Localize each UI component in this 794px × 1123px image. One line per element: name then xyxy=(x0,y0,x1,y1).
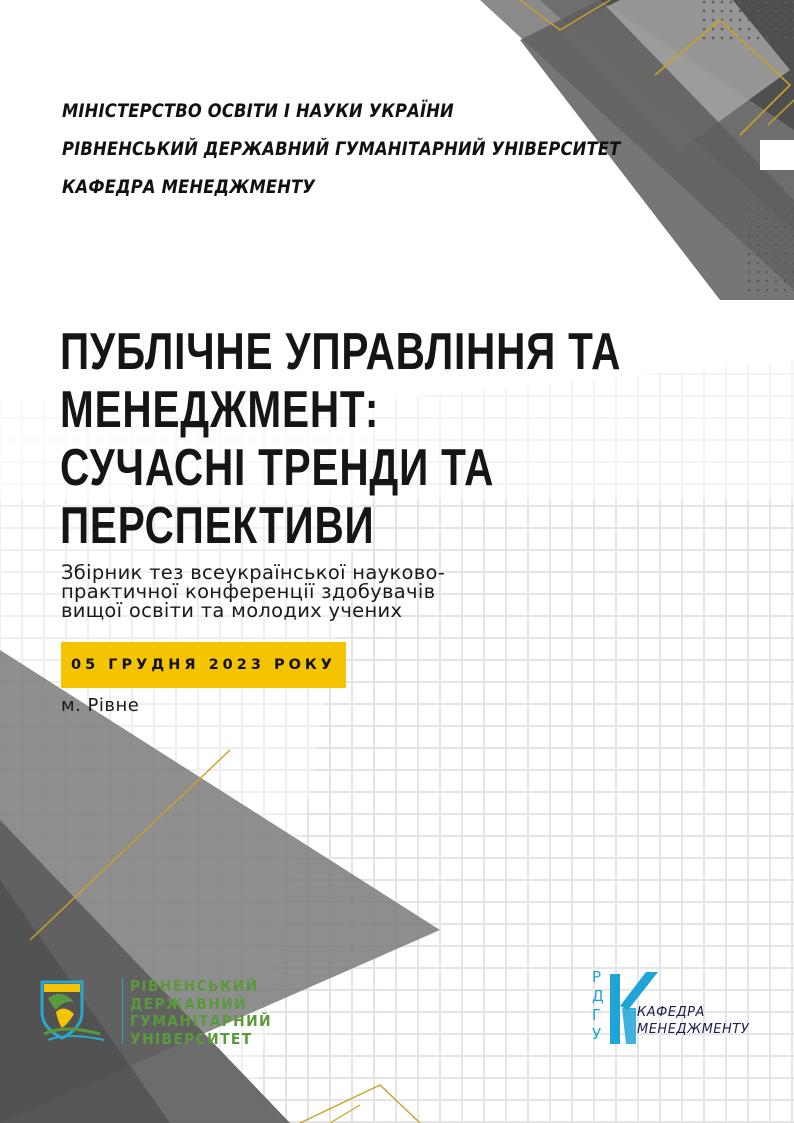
department-name: КАФЕДРА МЕНЕДЖМЕНТУ xyxy=(62,176,316,198)
city-name: м. Рівне xyxy=(61,695,140,716)
subtitle-line-1: Збірник тез всеукраїнської науково- xyxy=(61,561,446,584)
university-logo-text xyxy=(130,978,284,1048)
logo-letter-3: Г xyxy=(592,1006,602,1024)
logo-divider xyxy=(122,978,123,1044)
university-logo-icon xyxy=(34,976,114,1046)
title-line-4: ПЕРСПЕКТИВИ xyxy=(60,497,375,555)
conference-subtitle xyxy=(61,563,581,620)
title-line-2: МЕНЕДЖМЕНТ: xyxy=(60,381,380,439)
subtitle-line-3: вищої освіти та молодих учених xyxy=(61,599,403,622)
conference-title xyxy=(60,323,760,555)
title-line-1: ПУБЛІЧНЕ УПРАВЛІННЯ ТА xyxy=(60,323,622,381)
logo-letter-1: Р xyxy=(592,968,602,986)
logo-letter-2: Д xyxy=(592,987,604,1005)
department-logo-word-2: МЕНЕДЖМЕНТУ xyxy=(637,1022,750,1037)
title-line-3: СУЧАСНІ ТРЕНДИ ТА xyxy=(60,439,495,497)
department-logo-letters xyxy=(592,968,604,1044)
logo-letter-4: У xyxy=(592,1025,602,1043)
logo-text-line-4: УНІВЕРСИТЕТ xyxy=(130,1029,253,1048)
subtitle-line-2: практичної конференції здобувачів xyxy=(61,580,436,603)
top-dots xyxy=(700,0,794,40)
logo-text-line-2: ДЕРЖАВНИЙ xyxy=(130,994,247,1013)
date-badge xyxy=(61,642,346,688)
institution-header xyxy=(62,92,711,206)
university-name: РІВНЕНСЬКИЙ ДЕРЖАВНИЙ ГУМАНІТАРНИЙ УНІВЕРСИТЕТ xyxy=(62,138,621,160)
department-logo-word-1: КАФЕДРА xyxy=(637,1005,705,1020)
logo-text-line-1: РІВНЕНСЬКИЙ xyxy=(130,977,259,995)
right-dots xyxy=(745,200,794,295)
conference-date: 05 ГРУДНЯ 2023 РОКУ xyxy=(71,657,336,673)
logo-text-line-3: ГУМАНІТАРНИЙ xyxy=(130,1012,272,1030)
ministry-name: МІНІСТЕРСТВО ОСВІТИ І НАУКИ УКРАЇНИ xyxy=(62,100,454,122)
